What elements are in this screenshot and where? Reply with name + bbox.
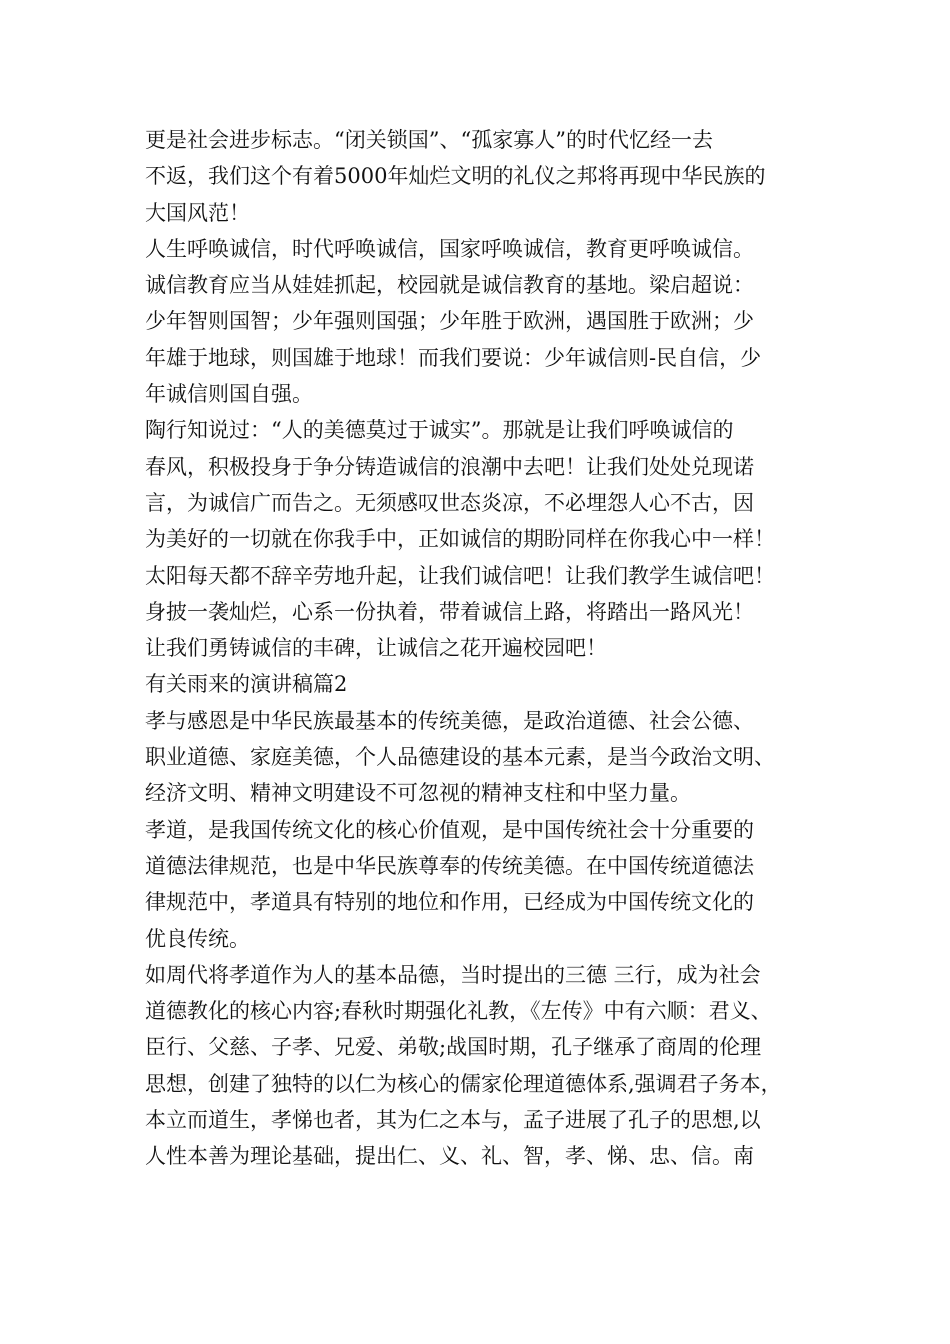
text-line: 孝与感恩是中华民族最基本的传统美德，是政治道德、社会公德、	[145, 708, 754, 733]
text-line: 道德教化的核心内容;春秋时期强化礼教，《左传》中有六顺：君义、	[145, 999, 772, 1024]
text-line: 本立而道生，孝悌也者，其为仁之本与，孟子进展了孔子的思想,以	[145, 1108, 761, 1133]
text-line: 太阳每天都不辞辛劳地升起，让我们诚信吧！让我们教学生诚信吧！	[145, 563, 775, 588]
text-line: 职业道德、家庭美德，个人品德建设的基本元素，是当今政治文明、	[145, 745, 775, 770]
document-body	[145, 122, 810, 1175]
text-line: 身披一袭灿烂，心系一份执着，带着诚信上路，将踏出一路风光！	[145, 599, 754, 624]
text-line: 年雄于地球，则国雄于地球！而我们要说：少年诚信则-民自信，少	[145, 345, 762, 370]
text-line: 孝道，是我国传统文化的核心价值观，是中国传统社会十分重要的	[145, 817, 754, 842]
text-line: 更是社会进步标志。“闭关锁国”、“孤家寡人”的时代忆经一去	[145, 128, 713, 152]
text-line: 陶行知说过：“人的美德莫过于诚实”。那就是让我们呼唤诚信的	[145, 418, 734, 443]
text-line: 人生呼唤诚信，时代呼唤诚信，国家呼唤诚信，教育更呼唤诚信。	[145, 236, 754, 261]
text-line: 大国风范！	[145, 200, 250, 225]
text-line: 经济文明、精神文明建设不可忽视的精神支柱和中坚力量。	[145, 781, 691, 806]
text-line: 让我们勇铸诚信的丰碑，让诚信之花开遍校园吧！	[145, 636, 607, 661]
text-line: 人性本善为理论基础，提出仁、义、礼、智，孝、悌、忠、信。南	[145, 1144, 754, 1169]
text-line: 律规范中，孝道具有特别的地位和作用，已经成为中国传统文化的	[145, 890, 754, 915]
text-line: 不返，我们这个有着5000年灿烂文明的礼仪之邦将再现中华民族的	[145, 164, 766, 189]
text-line: 言，为诚信广而告之。无须感叹世态炎凉，不必埋怨人心不古，因	[145, 490, 754, 515]
text-line: 年诚信则国自强。	[145, 382, 313, 407]
text-line: 如周代将孝道作为人的基本品德，当时提出的三德 三行，成为社会	[145, 962, 761, 987]
text-line: 优良传统。	[145, 926, 250, 951]
text-line: 臣行、父慈、子孝、兄爱、弟敬;战国时期，孔子继承了商周的伦理	[145, 1035, 762, 1060]
text-line: 思想，创建了独特的以仁为核心的儒家伦理道德体系,强调君子务本，	[145, 1071, 782, 1096]
section-heading: 有关雨来的演讲稿篇2	[145, 672, 348, 697]
text-line: 春风，积极投身于争分铸造诚信的浪潮中去吧！让我们处处兑现诺	[145, 454, 754, 479]
text-line: 为美好的一切就在你我手中，正如诚信的期盼同样在你我心中一样！	[145, 527, 775, 552]
text-line: 诚信教育应当从娃娃抓起，校园就是诚信教育的基地。梁启超说：	[145, 273, 754, 298]
text-line: 少年智则国智；少年强则国强；少年胜于欧洲，遇国胜于欧洲；少	[145, 309, 754, 334]
text-line: 道德法律规范，也是中华民族尊奉的传统美德。在中国传统道德法	[145, 853, 754, 878]
